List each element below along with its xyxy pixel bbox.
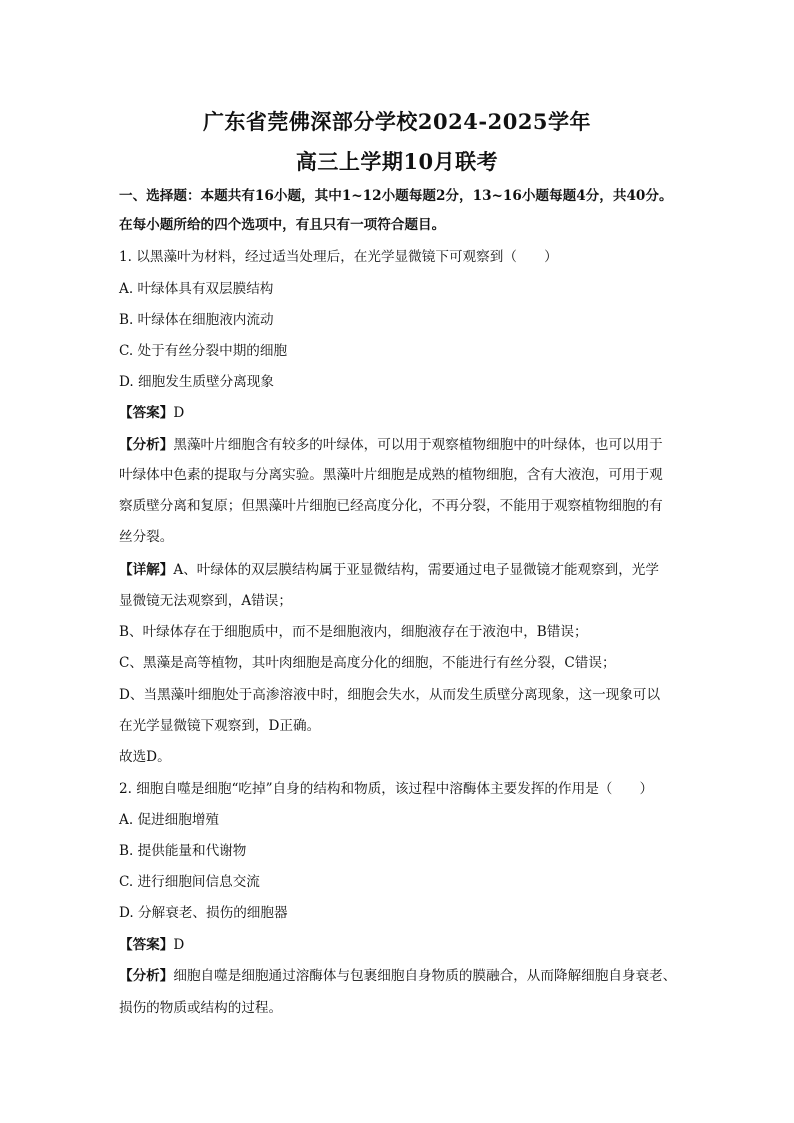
answer-value: D	[173, 937, 185, 953]
analysis-tag: 【分析】	[119, 968, 174, 984]
question-2-option-b: B. 提供能量和代谢物	[119, 843, 247, 859]
question-1-analysis-line2: 叶绿体中色素的提取与分离实验。黑藻叶片细胞是成熟的植物细胞，含有大液泡，可用于观	[119, 467, 663, 483]
question-1-option-a: A. 叶绿体具有双层膜结构	[119, 281, 274, 297]
answer-tag: 【答案】	[119, 405, 174, 421]
question-2-option-c: C. 进行细胞间信息交流	[119, 874, 260, 890]
question-1-detail-line5: D、当黑藻叶细胞处于高渗溶液中时，细胞会失水，从而发生质壁分离现象，这一现象可以	[119, 687, 661, 703]
question-1-answer	[119, 404, 184, 422]
detail-text: A、叶绿体的双层膜结构属于亚显微结构，需要通过电子显微镜才能观察到，光学	[173, 562, 659, 578]
question-2-option-d: D. 分解衰老、损伤的细胞器	[119, 905, 288, 921]
analysis-text: 黑藻叶片细胞含有较多的叶绿体，可以用于观察植物细胞中的叶绿体，也可以用于	[173, 437, 663, 453]
analysis-text: 细胞自噬是细胞通过溶酶体与包裹细胞自身物质的膜融合，从而降解细胞自身衰老、	[173, 968, 677, 984]
answer-value: D	[173, 405, 185, 421]
question-1-analysis-line3: 察质壁分离和复原；但黑藻叶片细胞已经高度分化，不再分裂，不能用于观察植物细胞的有	[119, 498, 663, 514]
question-1-option-b: B. 叶绿体在细胞液内流动	[119, 312, 274, 328]
section-heading-line2: 在每小题所给的四个选项中，有且只有一项符合题目。	[119, 217, 446, 233]
question-1-option-c: C. 处于有丝分裂中期的细胞	[119, 343, 288, 359]
question-1-analysis-line1	[119, 436, 663, 454]
question-1-detail-line2: 显微镜无法观察到，A错误；	[119, 593, 292, 609]
detail-tag: 【详解】	[119, 562, 174, 578]
question-1-detail-line3: B、叶绿体存在于细胞质中，而不是细胞液内，细胞液存在于液泡中，B错误；	[119, 624, 588, 640]
document-title-line1: 广东省莞佛深部分学校2024-2025学年	[202, 109, 592, 134]
question-2-stem: 2. 细胞自噬是细胞“吃掉”自身的结构和物质，该过程中溶酶体主要发挥的作用是（ ）	[119, 781, 654, 797]
document-title-line2: 高三上学期10月联考	[295, 149, 499, 174]
question-1-detail-line1	[119, 561, 659, 579]
question-1-detail-line6: 在光学显微镜下观察到，D正确。	[119, 718, 321, 734]
question-2-analysis-line1	[119, 967, 676, 985]
question-2-analysis-line2: 损伤的物质或结构的过程。	[119, 1000, 283, 1016]
question-1-stem: 1. 以黑藻叶为材料，经过适当处理后，在光学显微镜下可观察到（ ）	[119, 249, 558, 265]
answer-tag: 【答案】	[119, 937, 174, 953]
section-heading-line1: 一、选择题：本题共有16小题，其中1~12小题每题2分，13~16小题每题4分，共40分。	[119, 188, 673, 204]
analysis-tag: 【分析】	[119, 437, 174, 453]
question-2-option-a: A. 促进细胞增殖	[119, 812, 220, 828]
question-2-answer	[119, 936, 184, 954]
question-1-conclusion: 故选D。	[119, 749, 171, 765]
question-1-analysis-line4: 丝分裂。	[119, 529, 174, 545]
question-1-option-d: D. 细胞发生质壁分离现象	[119, 374, 274, 390]
question-1-detail-line4: C、黑藻是高等植物，其叶肉细胞是高度分化的细胞，不能进行有丝分裂，C错误；	[119, 655, 616, 671]
